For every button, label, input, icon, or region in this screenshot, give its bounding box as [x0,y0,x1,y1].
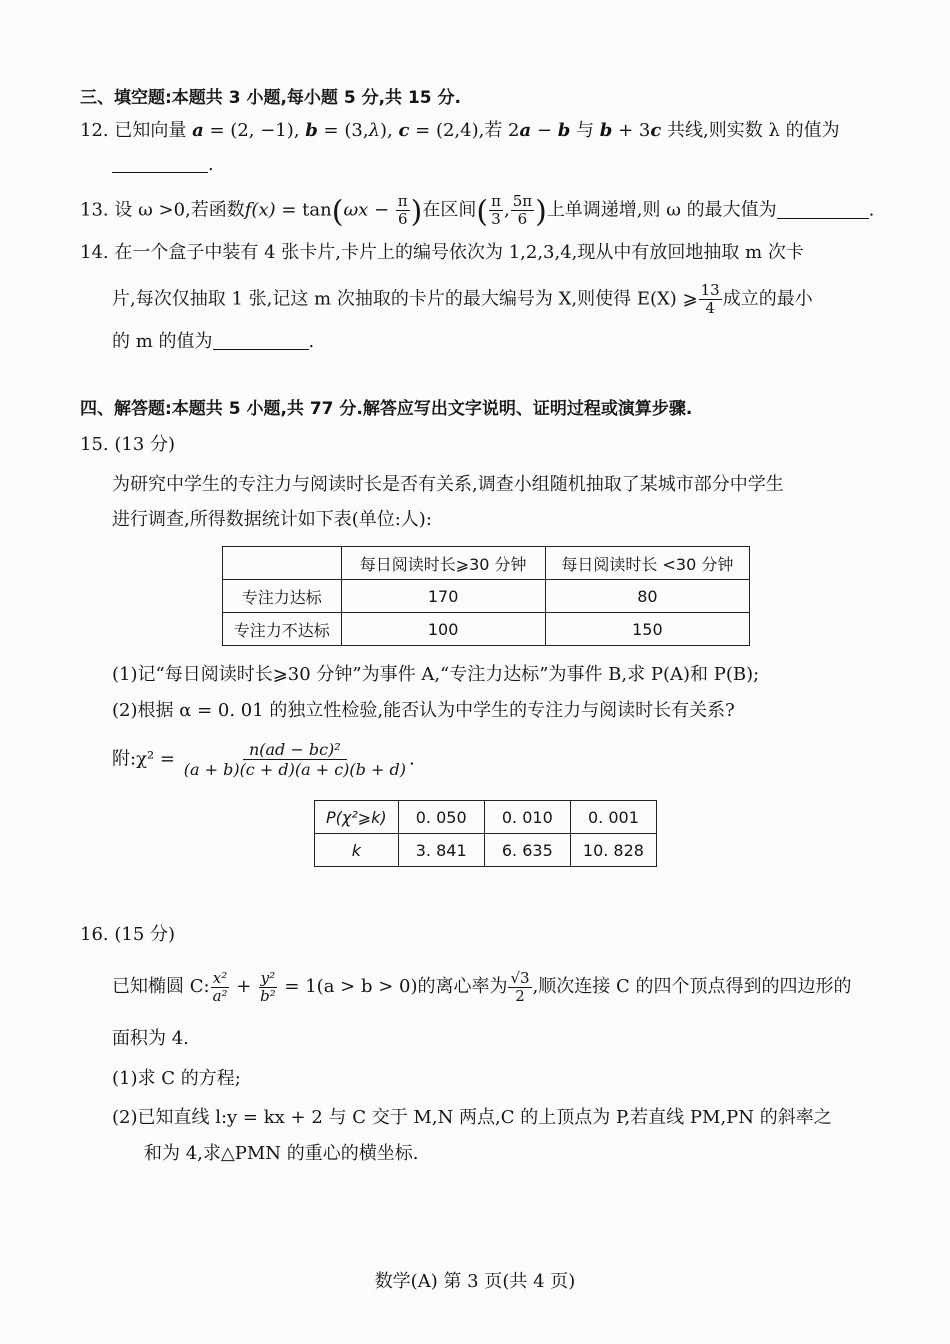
chi-square-critical-table [314,800,657,867]
q14-line2 [112,282,813,317]
q12-number: 12. [80,120,109,141]
ktable-cell: P(χ²⩾k) [315,801,399,834]
q15-para-1: 为研究中学生的专注力与阅读时长是否有关系,调查小组随机抽取了某城市部分中学生 [112,474,784,495]
vec-c: c [398,120,410,141]
q16-sub-2-line1: (2)已知直线 l:y = kx + 2 与 C 交于 M,N 两点,C 的上顶点为 P,若直线 PM,PN 的斜率之 [112,1107,832,1128]
ktable-row [315,834,657,867]
ktable-cell: 10. 828 [570,834,656,867]
vec-b-2: b [557,120,571,141]
vec-b: b [305,120,318,141]
ktable-cell: 0. 010 [484,801,570,834]
q15-data-table [222,546,750,646]
formula-end: . [408,748,415,770]
q12-blank[interactable] [112,154,208,173]
vec-b-3: b [599,120,613,141]
cell: 100 [341,613,545,646]
vec-a: a [192,120,204,141]
row-label: 专注力不达标 [223,613,342,646]
frac-x2-a2: $\frac{\text{x²}}{\text{a²}}$ [212,968,228,1005]
q13-frac-5pi-6: $\frac{5\pi}{6}$ [512,192,533,228]
q16-para-1: 已知椭圆 C: $\frac{\text{x²}}{\text{a²}}$ + $\frac{\text{y²}}{\text{b²}}$ = 1(a > b > 0)的离心率为 $\frac{√3}{2}$ ,顺次连接 C 的四个顶点得到的四边形的 [112,968,852,1005]
q12-text-9: 共线,则实数 λ 的值为 [661,120,840,141]
q13-number: 13. [80,199,109,221]
q13-blank[interactable] [777,200,869,219]
q16-text-1: 已知椭圆 C: [112,976,210,997]
q15-sub-1: (1)记“每日阅读时长⩾30 分钟”为事件 A,“专注力达标”为事件 B,求 P(A)和 P(B); [112,664,760,685]
section3-header: 三、填空题:本题共 3 小题,每小题 5 分,共 15 分. [80,88,461,108]
q15-formula [112,740,415,779]
question-12 [80,118,840,144]
q15-para-2: 进行调查,所得数据统计如下表(单位:人): [112,509,432,530]
vec-c-2: c [650,120,662,141]
q12-text-8: + 3 [612,120,651,141]
q12-text-7: 与 [570,120,600,141]
question-13: 13. 设 ω >0,若函数f(x) = tan(ωx − $\frac{\pi}{6}$ )在区间( $\frac{\pi}{3}$ , $\frac{5\pi}{6}$ )上单调递增,则 ω 的最大值为 . [80,192,875,230]
q13-text-1: 设 ω >0,若函数 [114,199,245,221]
q13-end: . [868,199,875,221]
ktable-cell: k [315,834,399,867]
q14-line2a: 片,每次仅抽取 1 张,记这 m 次抽取的卡片的最大编号为 X,则使得 E(X) ⩾ [112,288,698,310]
ktable-cell: 6. 635 [484,834,570,867]
table-row [223,580,750,613]
q16-text-2: = 1(a > b > 0)的离心率为 [278,976,508,997]
section4-header: 四、解答题:本题共 5 小题,共 77 分.解答应写出文字说明、证明过程或演算步骤. [80,399,693,419]
q15-head: 15. (13 分) [80,434,176,455]
q12-text-2: = (2, −1), [203,120,306,141]
formula-prefix: 附:χ² = [112,748,181,770]
ktable-header-row [315,801,657,834]
q14-line3 [112,329,314,355]
q12-text-3: = (3, [317,120,369,141]
table-header-row [223,547,750,580]
q16-head: 16. (15 分) [80,924,176,945]
lambda: λ [368,120,380,141]
q16-para-2: 面积为 4. [112,1028,189,1049]
page-footer: 数学(A) 第 3 页(共 4 页) [374,1271,576,1292]
ktable-cell: 0. 001 [570,801,656,834]
q13-text-3: 在区间 [422,199,477,221]
q13-omega-x: ωx − [343,199,395,221]
table-col2-header: 每日阅读时长 <30 分钟 [545,547,749,580]
q14-end: . [308,331,315,352]
q14-frac-13-4: $\frac{13}{4}$ [700,281,720,317]
q12-answer-line [112,152,214,178]
q12-text-6: − [531,120,558,141]
q13-frac-pi-6: $\frac{\pi}{6}$ [397,192,408,228]
q16-sub-1: (1)求 C 的方程; [112,1068,241,1089]
frac-sqrt3-2: $\frac{√3}{2}$ [510,968,530,1005]
q13-fx: f(x) [244,199,276,221]
vec-a-2: a [519,120,532,141]
ktable-cell: 0. 050 [398,801,484,834]
table-col1-header: 每日阅读时长⩾30 分钟 [341,547,545,580]
chi-square-fraction: $\frac{\text{n(ad − bc)²}}{(a + b)(c + d)(a + c)(b + d)}$ [183,740,406,779]
ktable-cell: 3. 841 [398,834,484,867]
q13-text-2: = tan [275,199,332,221]
q13-frac-pi-3: $\frac{\pi}{3}$ [491,192,501,228]
cell: 170 [341,580,545,613]
table-row [223,613,750,646]
row-label: 专注力达标 [223,580,342,613]
q16-sub-2-line2: 和为 4,求△PMN 的重心的横坐标. [144,1143,419,1164]
q12-text-4: ), [379,120,399,141]
q14-line3-text: 的 m 的值为 [112,331,213,352]
q13-text-4: 上单调递增,则 ω 的最大值为 [546,199,777,221]
q16-text-3: ,顺次连接 C 的四个顶点得到的四边形的 [532,976,852,997]
q12-text-1: 已知向量 [114,120,193,141]
frac-y2-b2: $\frac{\text{y²}}{\text{b²}}$ [260,968,276,1005]
cell: 150 [545,613,749,646]
cell: 80 [545,580,749,613]
q15-sub-2: (2)根据 α = 0. 01 的独立性检验,能否认为中学生的专注力与阅读时长有关系? [112,700,735,721]
question-14 [80,240,804,266]
q14-line1: 在一个盒子中装有 4 张卡片,卡片上的编号依次为 1,2,3,4,现从中有放回地抽取 m 次卡 [114,242,804,263]
q12-text-5: = (2,4),若 2 [409,120,520,141]
q12-end: . [208,154,214,175]
q14-number: 14. [80,242,109,263]
q14-line2b: 成立的最小 [722,288,813,310]
table-corner [223,547,342,580]
q14-blank[interactable] [213,331,309,350]
